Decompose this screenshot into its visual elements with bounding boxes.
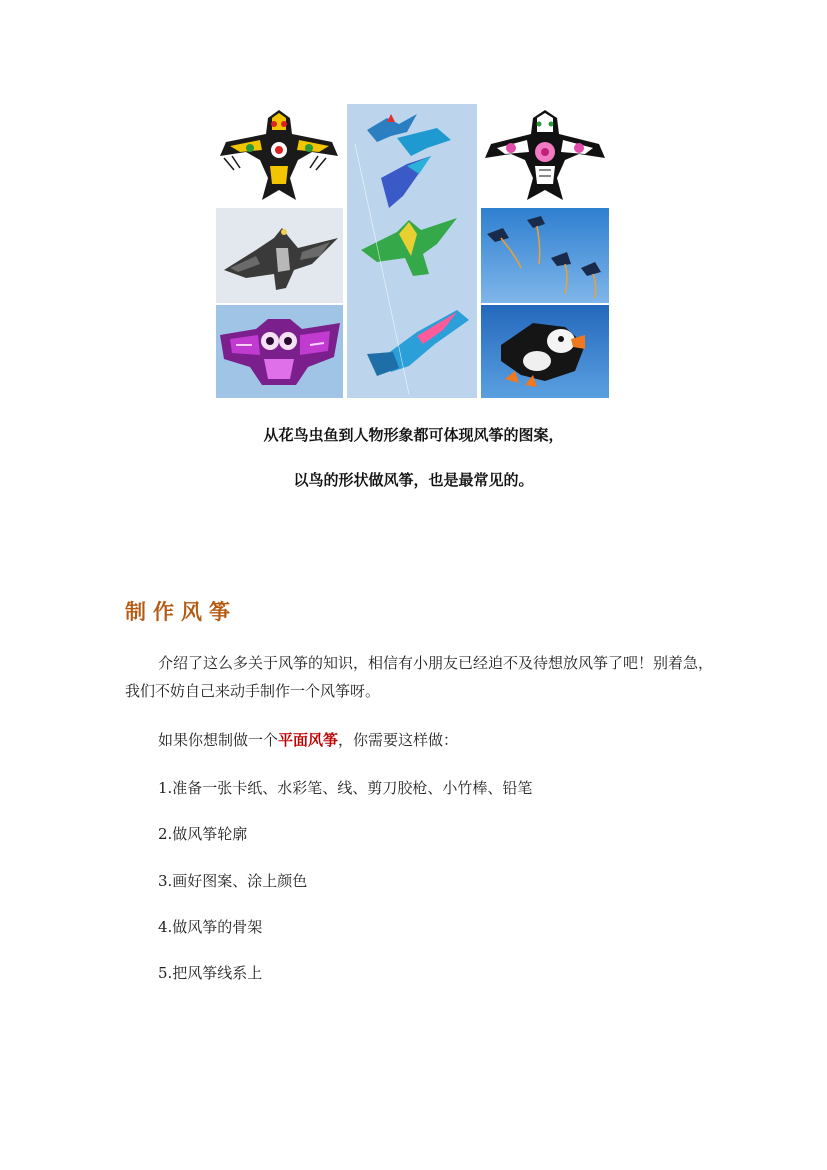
step-item: 2.做风筝轮廓 [158, 825, 248, 843]
flat-kite-highlight: 平面风筝 [278, 731, 339, 749]
flat-kite-sentence-end: ，你需要这样做： [338, 731, 459, 749]
owl-kite-photo [216, 305, 343, 398]
figure-caption-line-2: 以鸟的形状做风筝，也是最常见的。 [293, 471, 534, 489]
swallow-kite-black-photo [216, 104, 343, 206]
flat-kite-sentence [125, 726, 715, 754]
peony-swallow-kite-photo [481, 104, 609, 206]
step-item: 5.把风筝线系上 [158, 964, 263, 982]
flat-kite-sentence-start: 如果你想制做一个 [158, 731, 279, 749]
bird-kites-sky-photo [347, 104, 477, 398]
eagle-kite-photo [216, 208, 343, 303]
step-item: 1.准备一张卡纸、水彩笔、线、剪刀胶枪、小竹棒、铅笔 [158, 779, 533, 797]
step-item: 4.做风筝的骨架 [158, 918, 263, 936]
flying-kites-photo [481, 208, 609, 303]
intro-paragraph: 介绍了这么多关于风筝的知识，相信有小朋友已经迫不及待想放风筝了吧！别着急，我们不妨自己来动手制作一个风筝呀。 [125, 654, 714, 700]
puffin-kite-photo [481, 305, 609, 398]
section-title: 制作风筝 [125, 600, 237, 624]
step-item: 3.画好图案、涂上颜色 [158, 872, 308, 890]
figure-caption-line-1: 从花鸟虫鱼到人物形象都可体现风筝的图案， [263, 426, 564, 444]
kite-photo-collage [216, 104, 609, 398]
